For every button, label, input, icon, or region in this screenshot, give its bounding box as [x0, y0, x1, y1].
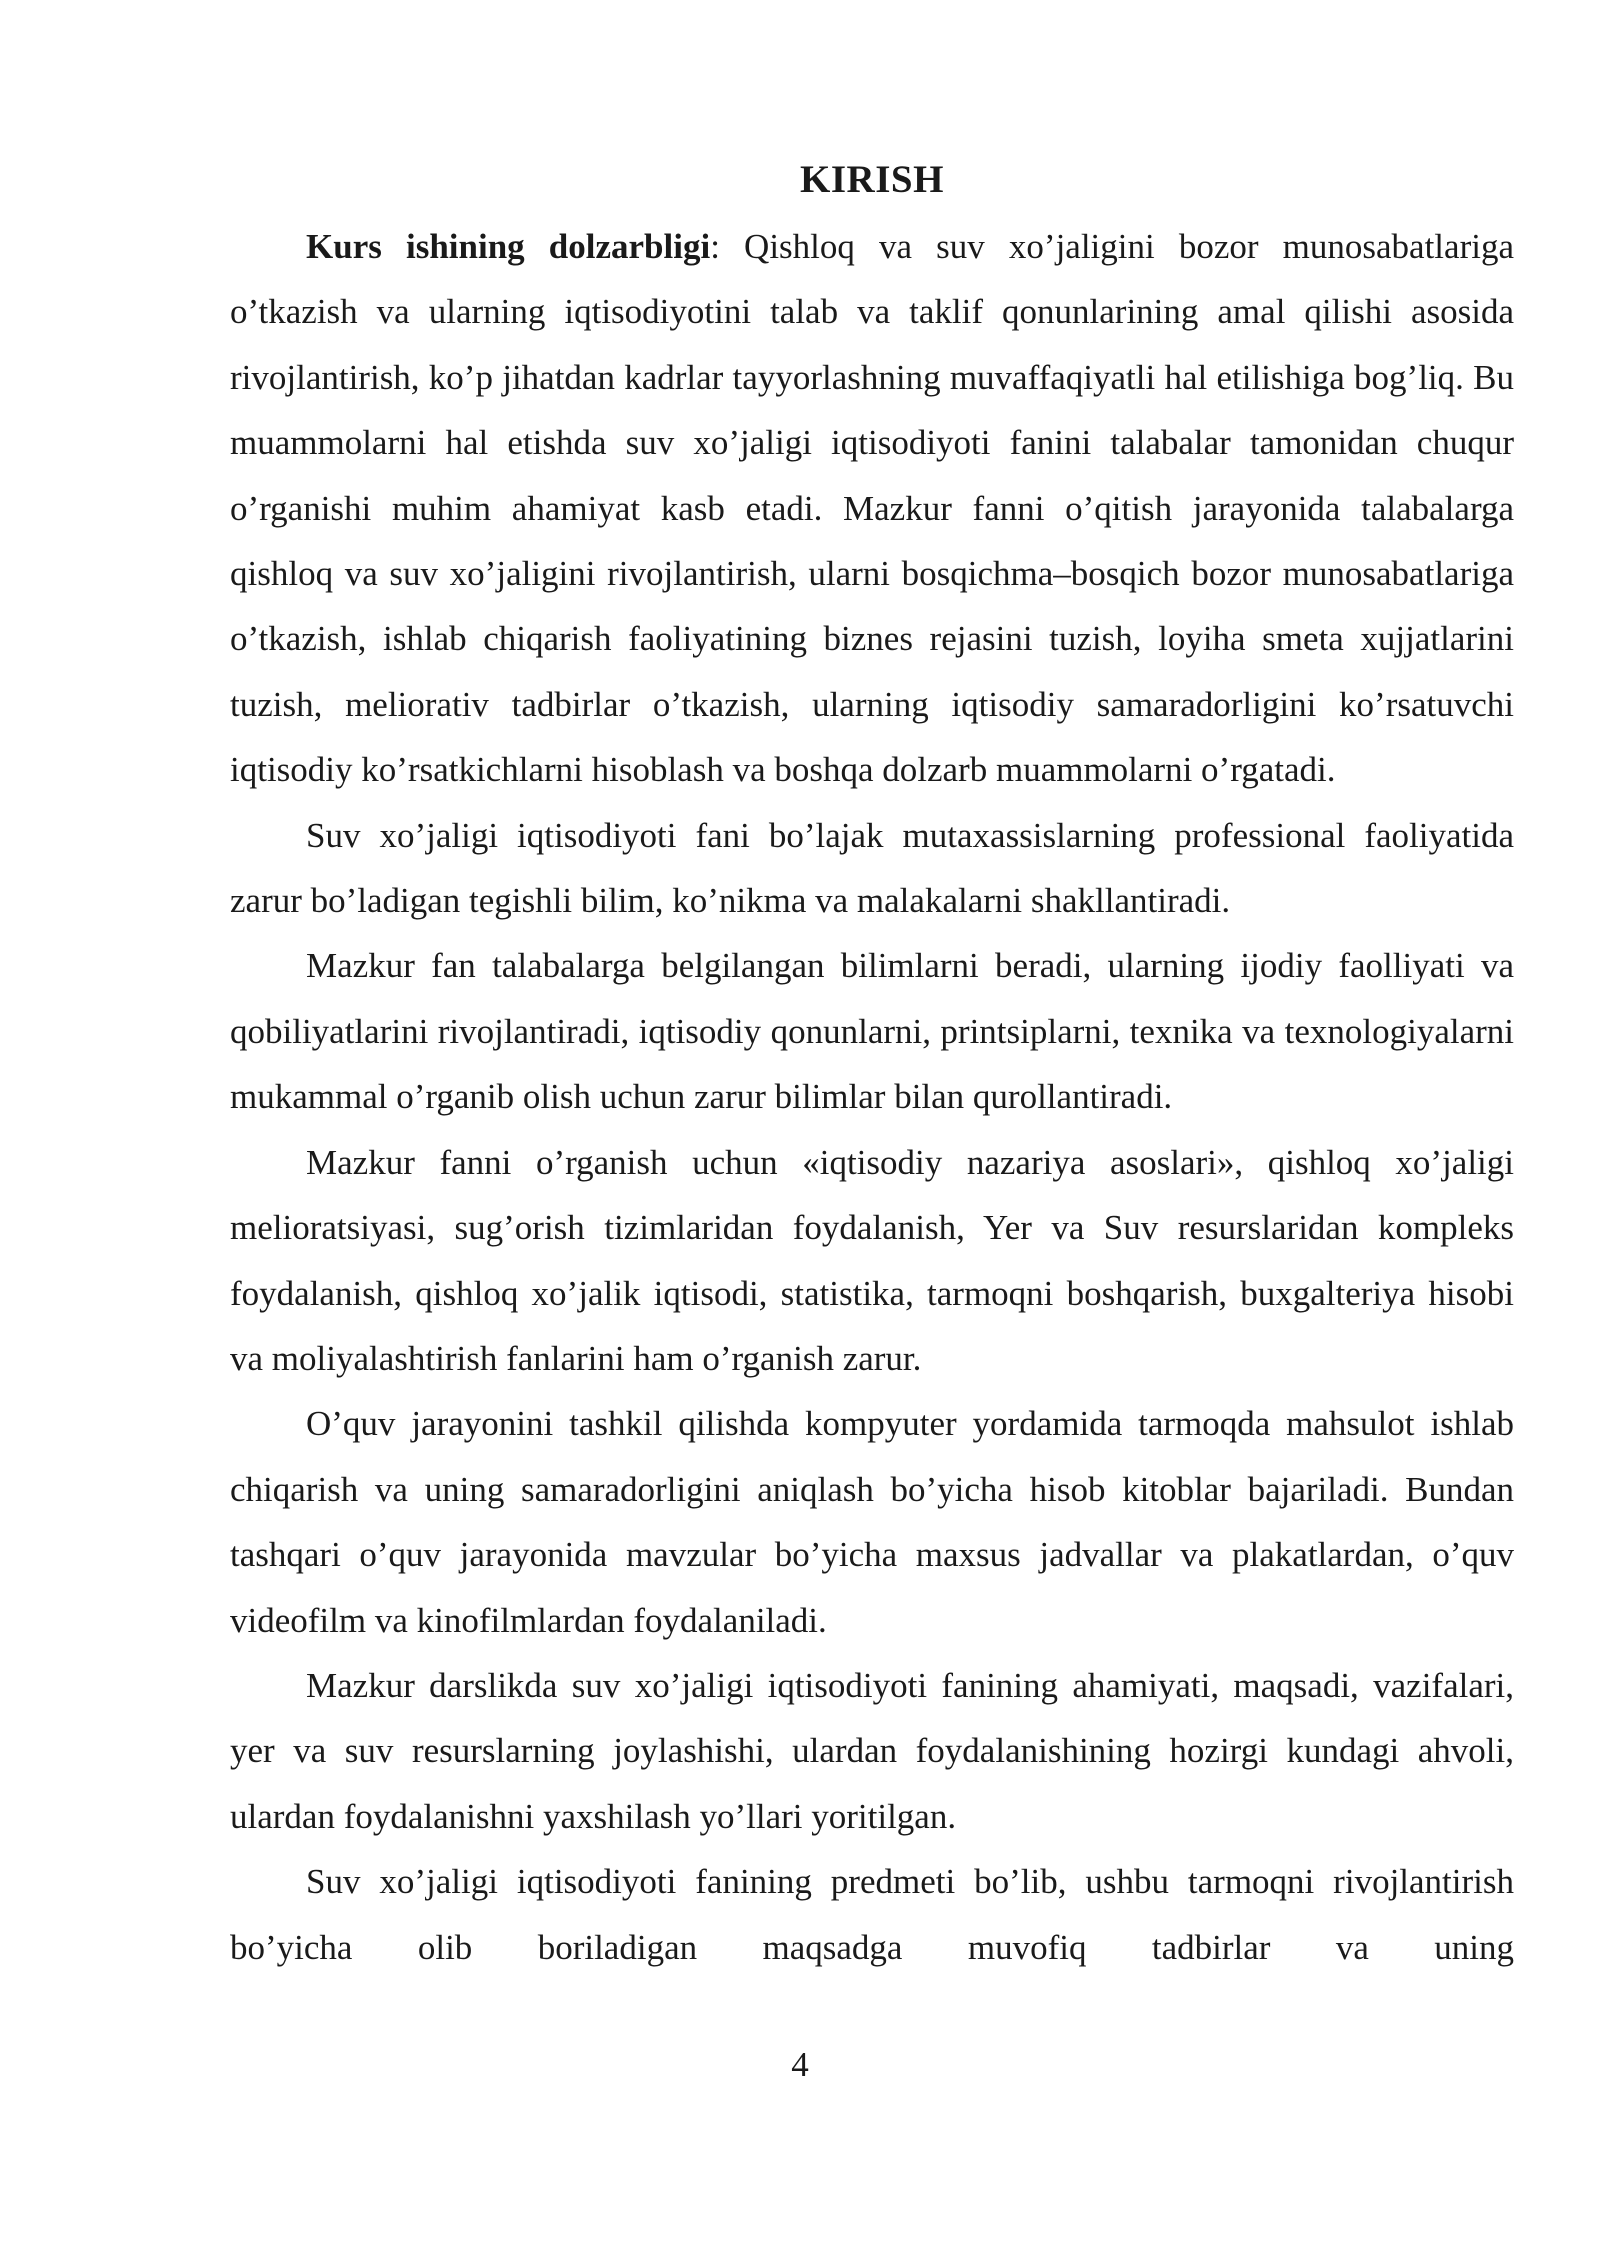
- page-content: [230, 150, 1514, 1980]
- page-number: 4: [791, 2045, 809, 2084]
- paragraph-2: Mazkur fan talabalarga belgilangan bilimlarni beradi, ularning ijodiy faolliyati va qobiliyatlarini rivojlantiradi, iqtisodiy qonunlarni, printsiplarni, texnika va texnologiyalarni mukammal o’rganib olish uchun zarur bilimlar bilan qurollantiradi.: [230, 946, 1514, 1117]
- paragraph-5: Mazkur darslikda suv xo’jaligi iqtisodiyoti fanining ahamiyati, maqsadi, vazifalari, yer va suv resurslarning joylashishi, ulardan foydalanishining hozirgi kundagi ahvoli, ulardan foydalanishni yaxshilash yo’llari yoritilgan.: [230, 1665, 1514, 1836]
- intro-text: : Qishloq va suv xo’jaligini bozor munosabatlariga o’tkazish va ularning iqtisodiyotini talab va taklif qonunlarining amal qilishi asosida rivojlantirish, ko’p jihatdan kadrlar tayyorlashning muvaffaqiyatli hal etilishiga bog’liq. Bu muammolarni hal etishda suv xo’jaligi iqtisodiyoti fanini talabalar tamonidan chuqur o’rganishi muhim ahamiyat kasb etadi. Mazkur fanni o’qitish jarayonida talabalarga qishloq va suv xo’jaligini rivojlantirish, ularni bosqichma–bosqich bozor munosabatlariga o’tkazish, ishlab chiqarish faoliyatining biznes rejasini tuzish, loyiha smeta xujjatlarini tuzish, meliorativ tadbirlar o’tkazish, ularning iqtisodiy samaradorligini ko’rsatuvchi iqtisodiy ko’rsatkichlarni hisoblash va boshqa dolzarb muammolarni o’rgatadi.: [230, 227, 1514, 790]
- section-heading: KIRISH: [800, 158, 944, 201]
- intro-paragraph: [230, 214, 1514, 803]
- intro-lead: Kurs ishining dolzarbligi: [306, 227, 711, 266]
- paragraph-4: O’quv jarayonini tashkil qilishda kompyuter yordamida tarmoqda mahsulot ishlab chiqarish va uning samaradorligini aniqlash bo’yicha hisob kitoblar bajariladi. Bundan tashqari o’quv jarayonida mavzular bo’yicha maxsus jadvallar va plakatlardan, o’quv videofilm va kinofilmlardan foydalaniladi.: [230, 1404, 1514, 1640]
- paragraph-1: Suv xo’jaligi iqtisodiyoti fani bo’lajak mutaxassislarning professional faoliyatida zarur bo’ladigan tegishli bilim, ko’nikma va malakalarni shakllantiradi.: [230, 815, 1514, 921]
- paragraph-3: Mazkur fanni o’rganish uchun «iqtisodiy nazariya asoslari», qishloq xo’jaligi melioratsiyasi, sug’orish tizimlaridan foydalanish, Yer va Suv resurslaridan kompleks foydalanish, qishloq xo’jalik iqtisodi, statistika, tarmoqni boshqarish, buxgalteriya hisobi va moliyalashtirish fanlarini ham o’rganish zarur.: [230, 1142, 1514, 1378]
- paragraph-6: Suv xo’jaligi iqtisodiyoti fanining predmeti bo’lib, ushbu tarmoqni rivojlantirish bo’yicha olib boriladigan maqsadga muvofiq tadbirlar va uning: [230, 1862, 1514, 1967]
